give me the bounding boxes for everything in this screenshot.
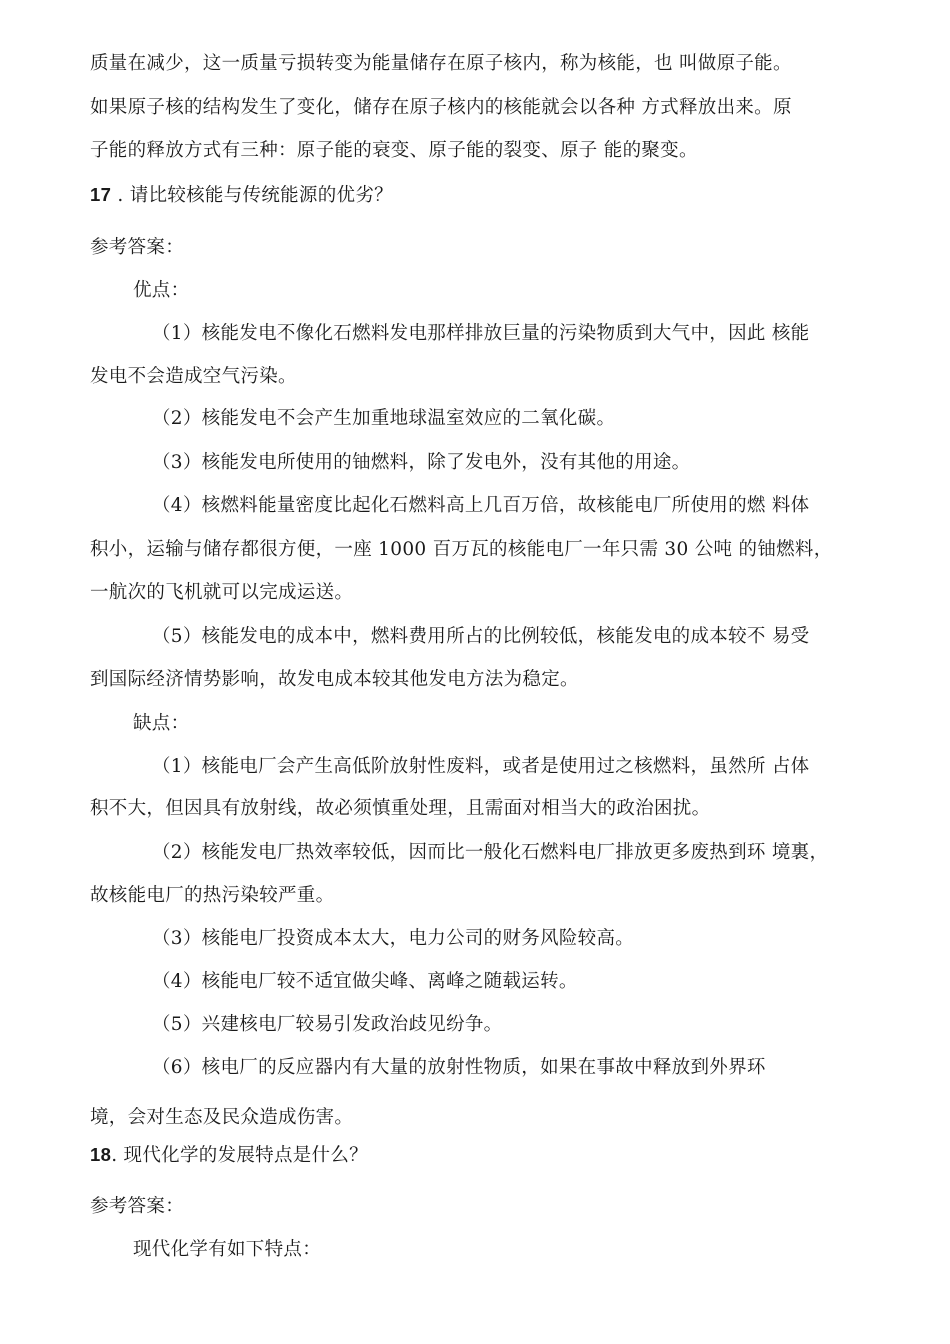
answer-intro: 现代化学有如下特点： bbox=[133, 1239, 322, 1260]
cons-line: （3）核能电厂投资成本太大，电力公司的财务风险较高。 bbox=[152, 928, 635, 949]
pros-line: 发电不会造成空气污染。 bbox=[90, 366, 297, 387]
cons-line: 境，会对生态及民众造成伤害。 bbox=[90, 1107, 354, 1128]
pros-line: （2）核能发电不会产生加重地球温室效应的二氧化碳。 bbox=[152, 408, 616, 429]
intro-line: 如果原子核的结构发生了变化，储存在原子核内的核能就会以各种 方式释放出来。原 bbox=[90, 97, 792, 118]
pros-line: （1）核能发电不像化石燃料发电那样排放巨量的污染物质到大气中，因此 核能 bbox=[152, 323, 810, 344]
cons-line: （5）兴建核电厂较易引发政治歧见纷争。 bbox=[152, 1014, 503, 1035]
pros-label: 优点： bbox=[133, 280, 190, 301]
intro-line: 子能的释放方式有三种：原子能的衰变、原子能的裂变、原子 能的聚变。 bbox=[90, 140, 698, 161]
question-number: 17 bbox=[90, 184, 112, 205]
question-number: 18 bbox=[90, 1144, 112, 1165]
pros-line: （5）核能发电的成本中，燃料费用所占的比例较低，核能发电的成本较不 易受 bbox=[152, 626, 810, 647]
pros-line: 一航次的飞机就可以完成运送。 bbox=[90, 582, 354, 603]
pros-line: 到国际经济情势影响，故发电成本较其他发电方法为稳定。 bbox=[90, 669, 579, 690]
answer-label: 参考答案： bbox=[90, 237, 185, 258]
cons-line: （1）核能电厂会产生高低阶放射性废料，或者是使用过之核燃料，虽然所 占体 bbox=[152, 756, 810, 777]
cons-line: （6）核电厂的反应器内有大量的放射性物质，如果在事故中释放到外界环 bbox=[152, 1057, 766, 1078]
pros-line: 积小，运输与储存都很方便，一座 1000 百万瓦的核能电厂一年只需 30 公吨 的铀燃料， bbox=[90, 539, 833, 560]
cons-line: （2）核能发电厂热效率较低，因而比一般化石燃料电厂排放更多废热到环 境裏， bbox=[152, 842, 829, 863]
cons-line: 故核能电厂的热污染较严重。 bbox=[90, 885, 335, 906]
question-text: . 请比较核能与传统能源的优劣？ bbox=[111, 185, 393, 206]
cons-line: 积不大，但因具有放射线，故必须慎重处理，且需面对相当大的政治困扰。 bbox=[90, 798, 711, 819]
pros-line: （4）核燃料能量密度比起化石燃料高上几百万倍，故核能电厂所使用的燃 料体 bbox=[152, 495, 810, 516]
question-17 bbox=[90, 183, 393, 208]
answer-label: 参考答案： bbox=[90, 1196, 185, 1217]
cons-label: 缺点： bbox=[133, 713, 190, 734]
cons-line: （4）核能电厂较不适宜做尖峰、离峰之随载运转。 bbox=[152, 971, 578, 992]
pros-line: （3）核能发电所使用的铀燃料，除了发电外，没有其他的用途。 bbox=[152, 452, 691, 473]
intro-line: 质量在减少，这一质量亏损转变为能量储存在原子核内，称为核能，也 叫做原子能。 bbox=[90, 53, 792, 74]
question-18 bbox=[90, 1143, 368, 1168]
question-text: . 现代化学的发展特点是什么？ bbox=[111, 1145, 368, 1166]
